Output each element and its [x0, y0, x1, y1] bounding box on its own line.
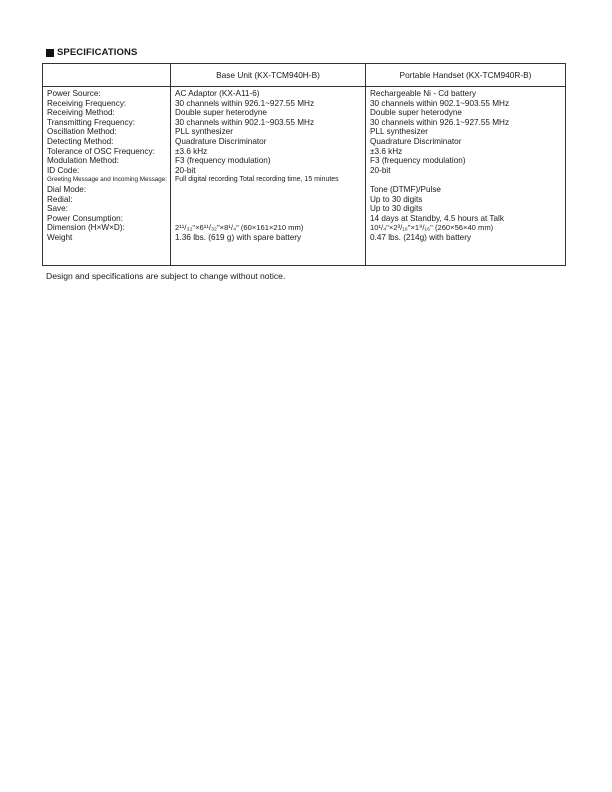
- spec-label: Redial:: [47, 194, 73, 204]
- handset-value: [370, 175, 565, 185]
- base-unit-value: 20-bit: [175, 165, 196, 175]
- section-title: SPECIFICATIONS: [57, 47, 138, 58]
- label-column: [43, 87, 171, 266]
- spec-label: Receiving Frequency:: [47, 98, 127, 108]
- handset-value: Double super heterodyne: [370, 108, 462, 118]
- spec-label: Power Consumption:: [47, 213, 123, 223]
- handset-value: Up to 30 digits: [370, 194, 423, 204]
- handset-value: Up to 30 digits: [370, 204, 423, 214]
- base-unit-value: [175, 204, 365, 214]
- base-unit-value: [175, 185, 365, 195]
- handset-value: Rechargeable Ni - Cd battery: [370, 89, 477, 98]
- disclaimer-note: Design and specifications are subject to change without notice.: [46, 271, 286, 281]
- base-unit-value: PLL synthesizer: [175, 127, 233, 137]
- base-unit-value: [175, 195, 365, 205]
- base-unit-value: [175, 214, 365, 224]
- spec-label: Save:: [47, 204, 68, 214]
- spec-label: Weight: [47, 232, 73, 242]
- handset-column: [366, 87, 566, 266]
- header-portable-handset: Portable Handset (KX-TCM940R-B): [366, 64, 566, 87]
- base-unit-value: 30 channels within 926.1~927.55 MHz: [175, 98, 315, 108]
- spec-label: Power Source:: [47, 89, 101, 98]
- base-unit-value: Full digital recording Total recording time, 15 minutes: [175, 176, 339, 184]
- handset-value: 14 days at Standby, 4.5 hours at Talk: [370, 213, 504, 223]
- black-square-icon: [46, 49, 54, 57]
- spec-label: ID Code:: [47, 165, 80, 175]
- base-unit-value: 2¹¹/₃₂"×6¹¹/₃₂"×8¹/₄" (60×161×210 mm): [175, 223, 304, 233]
- spec-label: Transmitting Frequency:: [47, 117, 135, 127]
- spec-label: Modulation Method:: [47, 156, 119, 166]
- handset-value: Tone (DTMF)/Pulse: [370, 184, 441, 194]
- base-unit-value: F3 (frequency modulation): [175, 156, 271, 166]
- spec-label: Greeting Message and Incoming Message:: [47, 176, 168, 184]
- base-unit-value: 1.36 lbs. (619 g) with spare battery: [175, 232, 302, 242]
- spec-label: Tolerance of OSC Frequency:: [47, 146, 155, 156]
- header-label-column: [43, 64, 171, 87]
- base-unit-value: Quadrature Discriminator: [175, 136, 267, 146]
- base-unit-value: 30 channels within 902.1~903.55 MHz: [175, 117, 315, 127]
- handset-value: ±3.6 kHz: [370, 146, 403, 156]
- handset-value: 10¹/₄"×2³/₁₆"×1⁹/₁₆" (260×56×40 mm): [370, 223, 494, 233]
- spec-label: Oscillation Method:: [47, 127, 117, 137]
- handset-value: 30 channels within 902.1~903.55 MHz: [370, 98, 510, 108]
- handset-value: PLL synthesizer: [370, 127, 428, 137]
- spec-label: Detecting Method:: [47, 136, 114, 146]
- spec-label: Receiving Method:: [47, 108, 115, 118]
- header-base-unit: Base Unit (KX-TCM940H-B): [171, 64, 366, 87]
- section-heading: [46, 47, 137, 58]
- handset-value: Quadrature Discriminator: [370, 136, 462, 146]
- spec-label: Dimension (H×W×D):: [47, 223, 125, 233]
- handset-value: F3 (frequency modulation): [370, 156, 466, 166]
- handset-value: 30 channels within 926.1~927.55 MHz: [370, 117, 510, 127]
- handset-value: 20-bit: [370, 165, 391, 175]
- table-header-row: [43, 64, 566, 87]
- base-unit-value: ±3.6 kHz: [175, 146, 208, 156]
- base-unit-value: AC Adaptor (KX-A11-6): [175, 89, 260, 98]
- specifications-table: [42, 63, 566, 266]
- base-unit-column: [171, 87, 366, 266]
- base-unit-value: Double super heterodyne: [175, 108, 267, 118]
- handset-value: 0.47 lbs. (214g) with battery: [370, 232, 472, 242]
- table-body-row: [43, 87, 566, 266]
- spec-label: Dial Mode:: [47, 184, 87, 194]
